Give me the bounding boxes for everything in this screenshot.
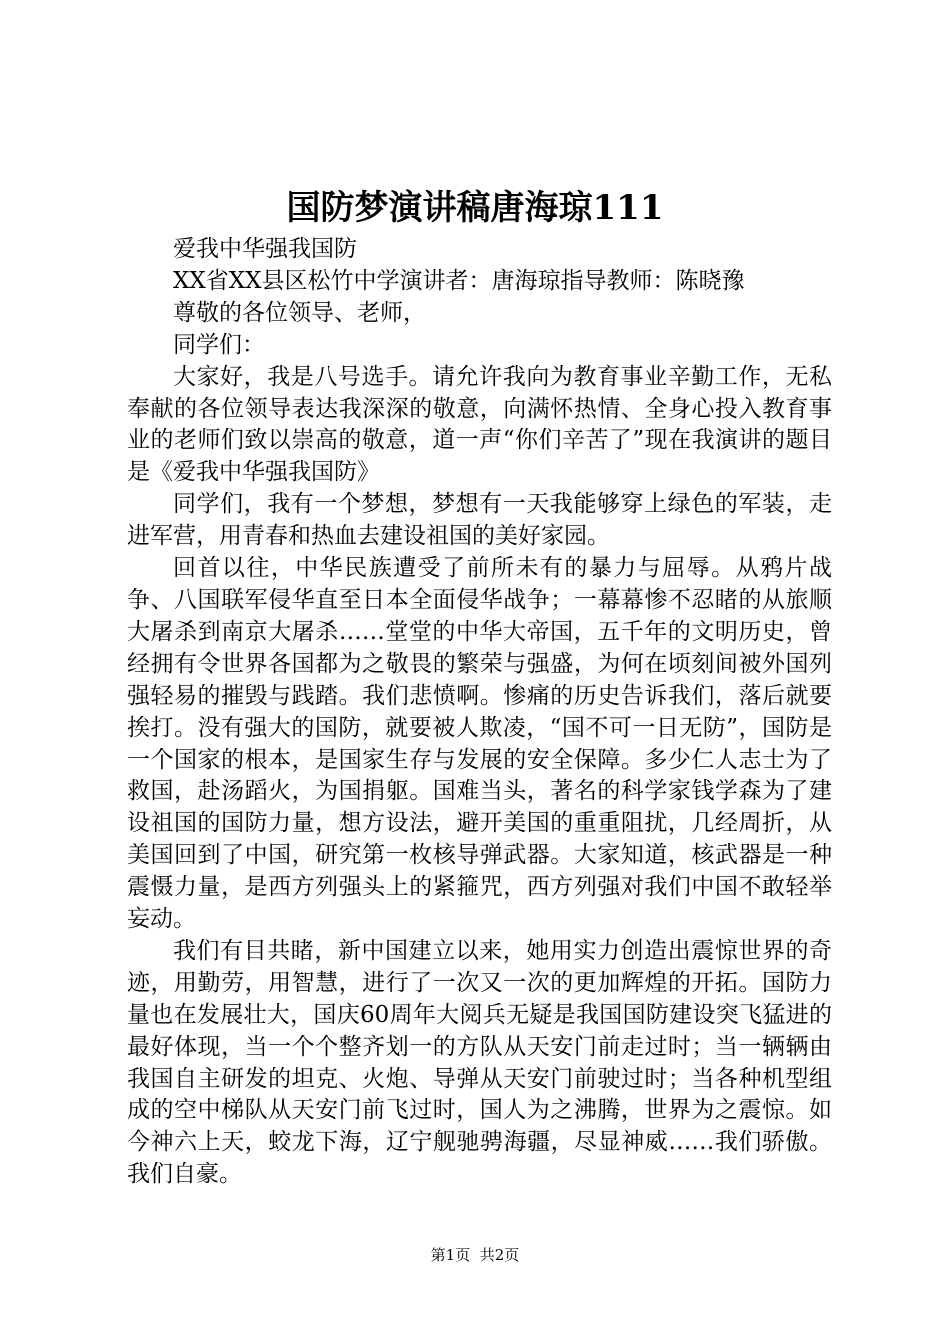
speaker-info-line: XX省XX县区松竹中学演讲者：唐海琼指导教师：陈晓豫	[173, 267, 745, 294]
page-total: 共2页	[479, 1246, 520, 1264]
speech-title-line: 爱我中华强我国防	[173, 236, 357, 262]
salutation-line: 尊敬的各位领导、老师，	[173, 299, 426, 326]
document-body	[127, 234, 832, 1191]
body-paragraph: 大家好，我是八号选手。请允许我向为教育事业辛勤工作，无私奉献的各位领导表达我深深的敬意，向满怀热情、全身心投入教育事业的老师们致以崇高的敬意，道一声“你们辛苦了”现在我演讲的题目是《爱我中华强我国防》	[127, 363, 832, 486]
body-paragraph: 同学们，我有一个梦想，梦想有一天我能够穿上绿色的军装，走进军营，用青春和热血去建设祖国的美好家园。	[127, 491, 832, 550]
page-number: 第1页	[430, 1246, 471, 1264]
body-paragraph: 回首以往，中华民族遭受了前所未有的暴力与屈辱。从鸦片战争、八国联军侵华直至日本全面侵华战争；一幕幕惨不忍睹的从旅顺大屠杀到南京大屠杀……堂堂的中华大帝国，五千年的文明历史，曾经拥有令世界各国都为之敬畏的繁荣与强盛，为何在顷刻间被外国列强轻易的摧毁与践踏。我们悲愤啊。惨痛的历史告诉我们，落后就要挨打。没有强大的国防，就要被人欺凌，“国不可一日无防”，国防是一个国家的根本，是国家生存与发展的安全保障。多少仁人志士为了救国，赴汤蹈火，为国捐躯。国难当头，著名的科学家钱学森为了建设祖国的国防力量，想方设法，避开美国的重重阻扰，几经周折，从美国回到了中国，研究第一枚核导弹武器。大家知道，核武器是一种震慑力量，是西方列强头上的紧箍咒，西方列强对我们中国不敢轻举妄动。	[127, 555, 832, 933]
body-paragraph: 我们有目共睹，新中国建立以来，她用实力创造出震惊世界的奇迹，用勤劳，用智慧，进行了一次又一次的更加辉煌的开拓。国防力量也在发展壮大，国庆60周年大阅兵无疑是我国国防建设突飞猛进的最好体现，当一个个整齐划一的方队从天安门前走过时；当一辆辆由我国自主研发的坦克、火炮、导弹从天安门前驶过时；当各种机型组成的空中梯队从天安门前飞过时，国人为之沸腾，世界为之震惊。如今神六上天，蛟龙下海，辽宁舰驰骋海疆，尽显神威……我们骄傲。我们自豪。	[127, 937, 832, 1188]
page-footer	[0, 1244, 950, 1266]
salutation-line: 同学们：	[173, 331, 265, 358]
document-title: 国防梦演讲稿唐海琼111	[286, 188, 664, 228]
